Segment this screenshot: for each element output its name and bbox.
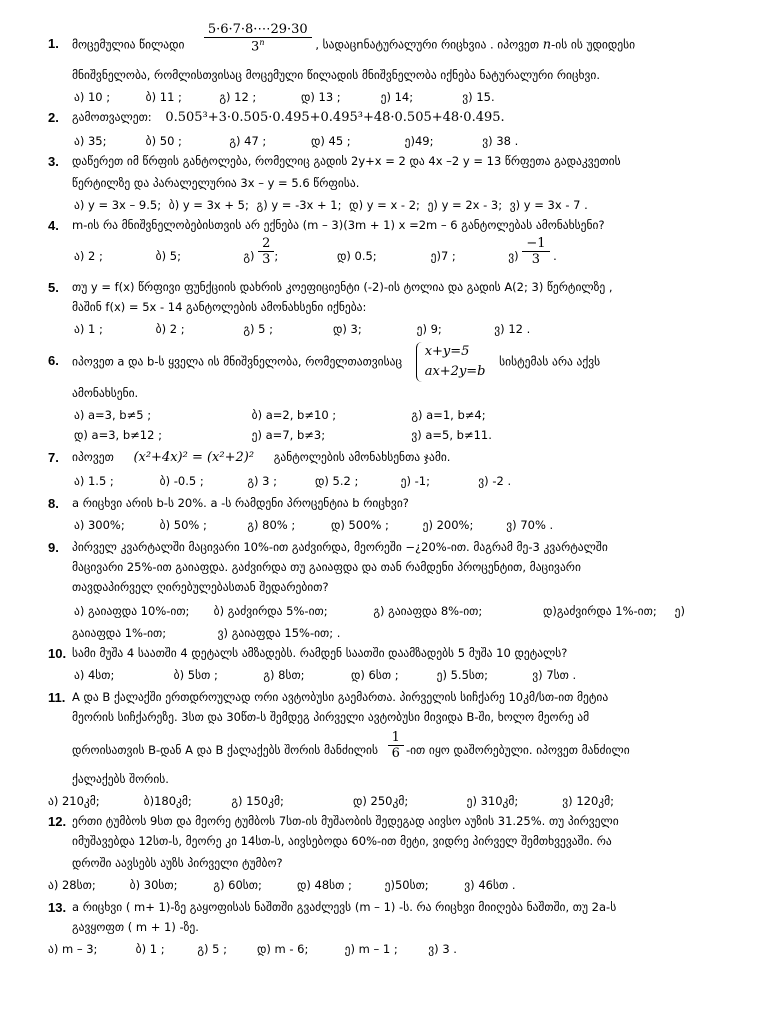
answer-option[interactable]: დ) 6სთ ; xyxy=(350,668,399,682)
question-10 xyxy=(48,646,728,690)
answer-option[interactable]: დ) m - 6; xyxy=(256,942,309,956)
answer-options xyxy=(74,236,575,267)
answer-options xyxy=(48,942,475,956)
answer-option[interactable]: ე) 310კმ; xyxy=(466,794,519,808)
question-text-line: თუ y = f(x) წრფივი ფუნქციის დახრის კოეფიციენტი (-2)-ის ტოლია და გადის A(2; 3) წერტილზე , xyxy=(72,280,613,294)
answer-option[interactable]: ბ) 5; xyxy=(155,249,181,263)
question-text-part: , სადაცnნატურალური რიცხვია . იპოვეთ xyxy=(315,37,540,52)
answer-option[interactable]: ა) 35; xyxy=(74,134,107,148)
answer-option[interactable]: დ) 250კმ; xyxy=(352,794,409,808)
fraction-denominator: 3 xyxy=(531,252,541,267)
answer-option[interactable]: ა) 2 ; xyxy=(74,249,103,263)
question-9 xyxy=(48,540,728,644)
answer-option[interactable]: ბ) 2 ; xyxy=(155,322,185,336)
question-text-line: დაწერეთ იმ წრფის განტოლება, რომელიც გადის 2y+x = 2 და 4x –2 y = 13 წრფეთა გადაკვეთის xyxy=(72,154,621,168)
answer-options xyxy=(48,878,533,892)
question-text-part: იპოვეთ a და b-ს ყველა ის მნიშვნელობა, რომელთათვისაც xyxy=(72,354,403,369)
question-text-line: a რიცხვი არის b-ს 20%. a -ს რამდენი პროცენტია b რიცხვი? xyxy=(72,496,409,510)
answer-option[interactable]: ვ) 7სთ . xyxy=(532,668,577,682)
question-text-line: a რიცხვი ( m+ 1)-ზე გაყოფისას ნაშთში გვაძლევს (m – 1) -ს. რა რიცხვი მიიღება ნაშთში, თუ 2a-ს xyxy=(72,900,617,914)
fraction-denominator: 6 xyxy=(391,746,400,761)
answer-option[interactable]: ე)49; xyxy=(404,134,434,148)
equation-system xyxy=(416,342,486,382)
answer-option[interactable]: ე)50სთ; xyxy=(384,878,429,892)
answer-options xyxy=(48,794,632,808)
answer-option[interactable]: ვ) 120კმ; xyxy=(562,794,615,808)
math-expression: (x²+4x)² = (x²+2)² xyxy=(133,450,255,465)
question-text xyxy=(72,110,505,125)
answer-options xyxy=(74,428,510,442)
answer-option[interactable]: გ) 60სთ; xyxy=(213,878,262,892)
question-text-line: წერტილზე და პარალელურია 3x – y = 5.6 წრფისა. xyxy=(72,176,360,190)
answer-option[interactable]: ე) 14; xyxy=(380,90,414,104)
answer-option-continuation[interactable]: გაიაფდა 1%-ით; xyxy=(72,626,167,640)
answer-option[interactable]: ვ) y = 3x - 7 . xyxy=(509,198,588,212)
answer-options xyxy=(74,134,536,148)
answer-options xyxy=(74,408,504,422)
answer-option[interactable]: დ) y = x - 2; xyxy=(349,198,420,212)
answer-option[interactable]: ა) 4სთ; xyxy=(74,668,115,682)
answer-options xyxy=(74,668,594,682)
question-3 xyxy=(48,154,728,214)
answer-option[interactable]: ბ) -0.5 ; xyxy=(159,474,204,488)
equation: x+y=5 xyxy=(424,344,470,359)
answer-option[interactable]: ა) 28სთ; xyxy=(48,878,96,892)
question-text-line: სამი მუშა 4 საათში 4 დეტალს ამზადებს. რამდენ საათში დაამზადებს 5 მუშა 10 დეტალს? xyxy=(72,646,568,660)
answer-option[interactable]: გ) 150კმ; xyxy=(231,794,284,808)
answer-option[interactable]: დ) 45 ; xyxy=(310,134,351,148)
question-text-part: განტოლების ამონახსენთა ჯამი. xyxy=(273,450,451,464)
answer-option[interactable]: ე) m – 1 ; xyxy=(344,942,398,956)
math-expression: 0.505³+3·0.505·0.495+0.495³+48·0.505+48·0.495. xyxy=(165,110,505,125)
answer-options xyxy=(74,90,513,104)
answer-option[interactable]: ე) 5.5სთ; xyxy=(436,668,488,682)
fraction-denominator xyxy=(204,38,312,54)
answer-options xyxy=(74,518,571,532)
question-text-line: A და B ქალაქში ერთდროულად ორი ავტობუსი გაემართა. პირველის სიჩქარე 10კმ/სთ-ით მეტია xyxy=(72,690,609,704)
question-number: 3. xyxy=(48,154,59,169)
answer-option-label: ვ) xyxy=(508,249,519,263)
question-text xyxy=(72,342,600,382)
question-text-line: მეორის სიჩქარეზე. 3სთ და 30წთ-ს შემდეგ პირველი ავტობუსი მივიდა B-ში, ხოლო მეორე ამ xyxy=(72,710,590,724)
answer-option[interactable]: დ) a=3, b≠12 ; xyxy=(74,428,162,442)
question-2 xyxy=(48,110,728,156)
answer-option[interactable]: ვ) a=5, b≠11. xyxy=(411,428,492,442)
answer-option[interactable]: ვ) -2 . xyxy=(478,474,512,488)
answer-option[interactable]: ბ) a=2, b≠10 ; xyxy=(251,408,337,422)
answer-option[interactable]: ბ) 30სთ; xyxy=(129,878,178,892)
question-6 xyxy=(48,340,728,446)
question-number: 7. xyxy=(48,450,59,465)
question-8 xyxy=(48,496,728,540)
answer-option[interactable]: ვ) 3 . xyxy=(428,942,457,956)
question-text-line: იმუშავებდა 12სთ-ს, მეორე კი 14სთ-ს, აივსებოდა 60%-ით მეტი, ვიდრე პირველ შემთხვევაში. რა xyxy=(72,834,612,848)
fraction xyxy=(258,236,274,267)
fraction xyxy=(522,236,549,267)
question-number: 13. xyxy=(48,900,67,915)
answer-option[interactable]: ა) 10 ; xyxy=(74,90,111,104)
answer-option[interactable]: ე) -1; xyxy=(400,474,430,488)
fraction-numerator: 1 xyxy=(388,730,404,746)
answer-option[interactable]: გ) 5 ; xyxy=(243,322,273,336)
answer-option[interactable]: დ) 13 ; xyxy=(300,90,341,104)
answer-option[interactable]: დ) 48სთ ; xyxy=(296,878,352,892)
answer-options xyxy=(74,474,529,488)
question-text-line: დროში აავსებს აუზს პირველი ტუმბო? xyxy=(72,856,283,870)
question-text-line: მაცივარი 25%-ით გაიაფდა. გაძვირდა თუ გაიაფდა და თან რამდენი პროცენტით, მაცივარი xyxy=(72,560,581,574)
answer-option[interactable]: გ) a=1, b≠4; xyxy=(411,408,486,422)
answer-option[interactable]: გ) y = -3x + 1; xyxy=(256,198,342,212)
question-number: 6. xyxy=(48,353,59,368)
answer-option[interactable]: ბ) გაძვირდა 5%-ით; xyxy=(213,604,328,618)
question-4 xyxy=(48,218,728,278)
answer-option[interactable]: ვ) 15. xyxy=(462,90,495,104)
question-text-part: მოცემულია წილადი xyxy=(72,37,185,52)
question-5 xyxy=(48,280,728,340)
answer-option[interactable]: ვ) 12 . xyxy=(494,322,531,336)
answer-option[interactable]: გ) 3 ; xyxy=(247,474,277,488)
question-text-part: დროისათვის B-დან A და B ქალაქებს შორის მანძილის xyxy=(72,743,378,757)
answer-option[interactable]: ვ) 70% . xyxy=(506,518,554,532)
answer-option[interactable]: ბ) 5სთ ; xyxy=(173,668,218,682)
answer-option[interactable]: გ) 5 ; xyxy=(197,942,227,956)
question-text-part: -ის ის უდიდესი xyxy=(551,37,636,52)
answer-option[interactable]: ბ) 11 ; xyxy=(145,90,182,104)
fraction xyxy=(388,730,404,761)
answer-options xyxy=(74,604,703,618)
answer-option[interactable]: დ)გაძვირდა 1%-ით; xyxy=(542,604,657,618)
answer-option[interactable]: ვ) გაიაფდა 15%-ით; . xyxy=(217,626,341,640)
question-text-part: -ით იყო დაშორებული. იპოვეთ მანძილი xyxy=(405,743,630,757)
question-number: 9. xyxy=(48,540,59,555)
answer-option[interactable]: დ) 3; xyxy=(332,322,362,336)
answer-option[interactable]: ე)7 ; xyxy=(430,249,456,263)
answer-option[interactable]: ა) a=3, b≠5 ; xyxy=(74,408,152,422)
answer-option[interactable]: გ) 12 ; xyxy=(219,90,257,104)
answer-option[interactable]: ა) გაიაფდა 10%-ით; xyxy=(74,604,190,618)
question-text-part: იპოვეთ xyxy=(72,450,114,464)
answer-option[interactable]: დ) 500% ; xyxy=(330,518,389,532)
fraction-numerator: −1 xyxy=(522,236,549,252)
answer-option[interactable]: ბ) 1 ; xyxy=(135,942,165,956)
answer-option[interactable]: ვ) 46სთ . xyxy=(464,878,516,892)
question-number: 2. xyxy=(48,110,59,125)
answer-option[interactable]: ე) y = 2x - 3; xyxy=(427,198,503,212)
answer-option[interactable]: დ) 0.5; xyxy=(336,249,377,263)
question-text-line: გავყოფთ ( m + 1) -ზე. xyxy=(72,920,199,934)
answer-options xyxy=(74,198,606,212)
answer-options xyxy=(72,626,358,640)
question-number: 4. xyxy=(48,218,59,233)
answer-option[interactable]: გ) 47 ; xyxy=(229,134,267,148)
fraction-numerator: 2 xyxy=(258,236,274,252)
answer-option[interactable]: ა) m – 3; xyxy=(48,942,98,956)
question-number: 11. xyxy=(48,690,66,705)
answer-option[interactable]: ვ) 38 . xyxy=(482,134,519,148)
question-11 xyxy=(48,690,728,810)
answer-option[interactable]: გ) 8სთ; xyxy=(263,668,305,682)
answer-options xyxy=(74,322,548,336)
question-7 xyxy=(48,450,728,494)
answer-option[interactable]: ა) y = 3x – 9.5; xyxy=(74,198,162,212)
question-text-line: პირველ კვარტალში მაცივარი 10%-ით გაძვირდა, მეორეში −¿20%-ით. მაგრამ მე-3 კვარტალში xyxy=(72,540,608,554)
answer-option[interactable]: ე) 200%; xyxy=(422,518,474,532)
question-text-line: მაშინ f(x) = 5x - 14 განტოლების ამონახსენი იქნება: xyxy=(72,300,367,314)
answer-option[interactable]: გ) 80% ; xyxy=(247,518,296,532)
answer-option[interactable]: ა) 210კმ; xyxy=(48,794,100,808)
answer-option[interactable]: გ) გაიაფდა 8%-ით; xyxy=(373,604,483,618)
fraction-exponent: n xyxy=(259,38,265,47)
answer-option[interactable]: ე) 9; xyxy=(416,322,442,336)
answer-option[interactable]: გ) $\frac{2}{3}$ ; xyxy=(243,236,279,267)
question-number: 10. xyxy=(48,646,67,661)
question-number: 12. xyxy=(48,814,67,829)
answer-option[interactable]: დ) 5.2 ; xyxy=(314,474,359,488)
question-number: 5. xyxy=(48,280,59,295)
question-text-part: გამოთვალეთ: xyxy=(72,110,152,124)
question-number: 1. xyxy=(48,36,59,51)
fraction-denominator-base: 3 xyxy=(251,39,260,55)
equation: ax+2y=b xyxy=(424,364,486,379)
answer-option[interactable]: ბ) 50% ; xyxy=(159,518,207,532)
question-text-part: სისტემას არა აქვს xyxy=(499,354,601,369)
question-text-line: ერთი ტუმბოს 9სთ და მეორე ტუმბოს 7სთ-ის მუშაობის შედეგად აივსო აუზის 31.25%. თუ პირველი xyxy=(72,814,619,828)
question-text xyxy=(72,730,630,761)
answer-option[interactable]: ბ) 50 ; xyxy=(145,134,182,148)
answer-option[interactable]: ე) a=7, b≠3; xyxy=(251,428,326,442)
question-13 xyxy=(48,900,728,964)
question-text-line: m-ის რა მნიშვნელობებისთვის არ ექნება (m – 3)(3m + 1) x =2m – 6 განტოლებას ამონახსენი? xyxy=(72,218,605,232)
answer-option[interactable]: ა) 300%; xyxy=(74,518,125,532)
answer-option[interactable]: ვ) $\frac{-1}{3}$ . xyxy=(508,236,557,267)
fraction-numerator: 5·6·7·8·⋯29·30 xyxy=(204,22,312,38)
question-text xyxy=(72,450,450,465)
answer-option[interactable]: ბ) y = 3x + 5; xyxy=(168,198,249,212)
fraction-denominator: 3 xyxy=(262,252,271,267)
question-12 xyxy=(48,814,728,898)
answer-option[interactable]: ა) 1 ; xyxy=(74,322,103,336)
question-text-line: თავდაპირველ ღირებულებასთან შედარებით? xyxy=(72,580,329,594)
answer-option[interactable]: ა) 1.5 ; xyxy=(74,474,114,488)
question-text-line: ამონახსენი. xyxy=(72,386,139,400)
answer-option-label: გ) xyxy=(243,249,255,263)
answer-option[interactable]: ე) xyxy=(674,604,685,618)
question-number: 8. xyxy=(48,496,59,511)
answer-option[interactable]: ბ)180კმ; xyxy=(143,794,192,808)
fraction xyxy=(204,22,312,54)
question-text-line: მნიშვნელობა, რომლისთვისაც მოცემული წილადის მნიშვნელობა იქნება ნატურალური რიცხვი. xyxy=(72,68,601,82)
question-text-line: ქალაქებს შორის. xyxy=(72,772,169,786)
variable: n xyxy=(542,37,552,53)
